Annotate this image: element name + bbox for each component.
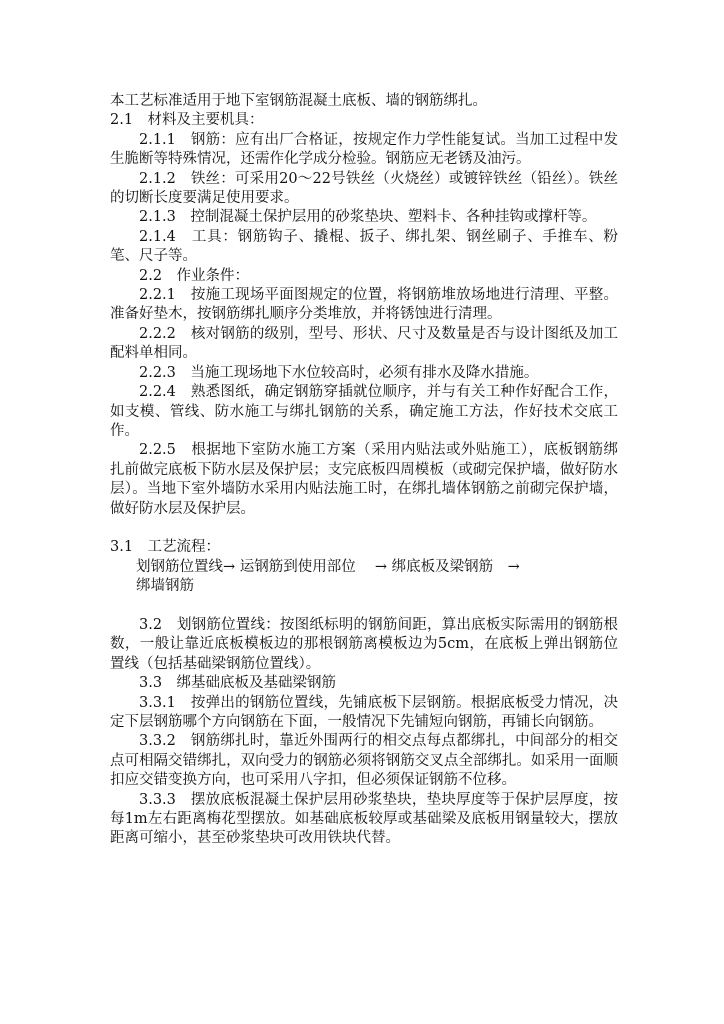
heading-3-3: 3.3 绑基础底板及基础梁钢筋 — [139, 675, 337, 692]
paragraph-2-1-3: 2.1.3 控制混凝土保护层用的砂浆垫块、塑料卡、各种挂钩或撑杆等。 — [139, 209, 597, 226]
blank-line — [110, 519, 618, 538]
process-flow-line-1: 划钢筋位置线→ 运钢筋到使用部位 → 绑底板及梁钢筋 → — [136, 558, 520, 575]
paragraph-2-1-4: 2.1.4 工具：钢筋钩子、撬棍、扳子、绑扎架、钢丝刷子、手推车、粉笔、尺子等。 — [110, 228, 618, 265]
paragraph-2-2-5: 2.2.5 根据地下室防水施工方案（采用内贴法或外贴施工），底板钢筋绑扎前做完底板下防水层及保护层；支完底板四周模板（或砌完保护墙，做好防水层）。当地下室外墙防水采用内贴法施工时，在绑扎墙体钢筋之前砌完保护墙，做好防水层及保护层。 — [110, 442, 618, 517]
paragraph-2-2-2: 2.2.2 核对钢筋的级别，型号、形状、尺寸及数量是否与设计图纸及加工配料单相同。 — [110, 325, 618, 362]
paragraph-2-2-3: 2.2.3 当施工现场地下水位较高时，必须有排水及降水措施。 — [139, 364, 539, 381]
paragraph-3-3-1: 3.3.1 按弹出的钢筋位置线，先铺底板下层钢筋。根据底板受力情况，决定下层钢筋哪个方向钢筋在下面，一般情况下先铺短向钢筋，再铺长向钢筋。 — [110, 694, 618, 730]
heading-3-1: 3.1 工艺流程： — [110, 539, 221, 556]
paragraph-3-2: 3.2 划钢筋位置线：按图纸标明的钢筋间距，算出底板实际需用的钢筋根数，一般让靠近底板模板边的那根钢筋离模板边为5cm，在底板上弹出钢筋位置线（包括基础梁钢筋位置线）。 — [110, 616, 618, 672]
process-flow-line-2: 绑墙钢筋 — [136, 578, 194, 595]
paragraph-2-1-2: 2.1.2 铁丝：可采用20～22号铁丝（火烧丝）或镀锌铁丝（铅丝）。铁丝的切断长度要满足使用要求。 — [110, 170, 618, 207]
heading-2-2: 2.2 作业条件： — [139, 267, 250, 284]
paragraph-intro: 本工艺标准适用于地下室钢筋混凝土底板、墙的钢筋绑扎。 — [110, 93, 487, 109]
paragraph-2-1-1: 2.1.1 钢筋：应有出厂合格证，按规定作力学性能复试。当加工过程中发生脆断等特殊情况，还需作化学成分检验。钢筋应无老锈及油污。 — [110, 131, 618, 168]
paragraph-3-3-3: 3.3.3 摆放底板混凝土保护层用砂浆垫块，垫块厚度等于保护层厚度，按每1m左右距离梅花型摆放。如基础底板较厚或基础梁及底板用钢量较大，摆放距离可缩小，甚至砂浆垫块可改用铁块代替。 — [110, 791, 618, 847]
heading-2-1: 2.1 材料及主要机具： — [110, 112, 264, 129]
blank-line — [110, 597, 618, 616]
paragraph-3-3-2: 3.3.2 钢筋绑扎时，靠近外围两行的相交点每点都绑扎，中间部分的相交点可相隔交错绑扎，双向受力的钢筋必须将钢筋交叉点全部绑扎。如采用一面顺扣应交错变换方向，也可采用八字扣，但必须保证钢筋不位移。 — [110, 733, 618, 789]
paragraph-2-2-1: 2.2.1 按施工现场平面图规定的位置，将钢筋堆放场地进行清理、平整。准备好垫木，按钢筋绑扎顺序分类堆放，并将锈蚀进行清理。 — [110, 287, 618, 323]
paragraph-2-2-4: 2.2.4 熟悉图纸，确定钢筋穿插就位顺序，并与有关工种作好配合工作，如支模、管线、防水施工与绑扎钢筋的关系，确定施工方法，作好技术交底工作。 — [110, 384, 618, 439]
document-body — [110, 92, 618, 849]
